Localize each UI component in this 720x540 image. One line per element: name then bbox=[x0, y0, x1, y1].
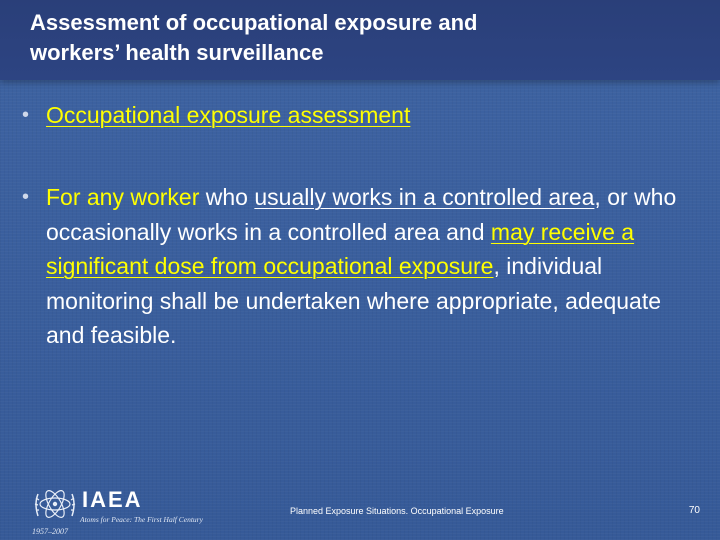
footer-caption: Planned Exposure Situations. Occupational Exposure bbox=[290, 506, 504, 516]
bullet-2-part-4: , or who occasionally works in a controlled area and bbox=[46, 184, 677, 245]
slide-title bbox=[30, 8, 690, 68]
bullet-2-part-1: For any worker bbox=[46, 184, 206, 210]
bullet-2-part-6: , individual monitoring shall be undertaken where appropriate, adequate and feasible. bbox=[46, 253, 662, 348]
bullet-2-part-2: who bbox=[205, 184, 255, 210]
iaea-logo bbox=[30, 484, 220, 538]
bullet-item-1 bbox=[22, 98, 682, 133]
slide-title-line-2: workers’ health surveillance bbox=[30, 40, 324, 65]
title-bar bbox=[0, 0, 720, 80]
bullet-2-part-3: usually works in a controlled area bbox=[254, 184, 595, 210]
page-number: 70 bbox=[688, 505, 700, 516]
bullet-1-text: Occupational exposure assessment bbox=[46, 102, 411, 128]
slide-title-line-1: Assessment of occupational exposure and bbox=[30, 10, 478, 35]
bullet-item-2 bbox=[22, 180, 682, 353]
bullet-dot-icon: • bbox=[22, 104, 30, 126]
atom-emblem-icon bbox=[32, 484, 78, 524]
iaea-years: 1957–2007 bbox=[32, 527, 68, 536]
iaea-wordmark: IAEA bbox=[82, 487, 143, 512]
bullet-text-1 bbox=[46, 98, 410, 133]
bullet-2-part-5: may receive a significant dose from occupational exposure bbox=[46, 218, 635, 279]
bullet-text-2 bbox=[46, 180, 682, 353]
bullet-dot-icon: • bbox=[22, 186, 30, 208]
iaea-tagline: Atoms for Peace: The First Half Century bbox=[80, 515, 203, 524]
